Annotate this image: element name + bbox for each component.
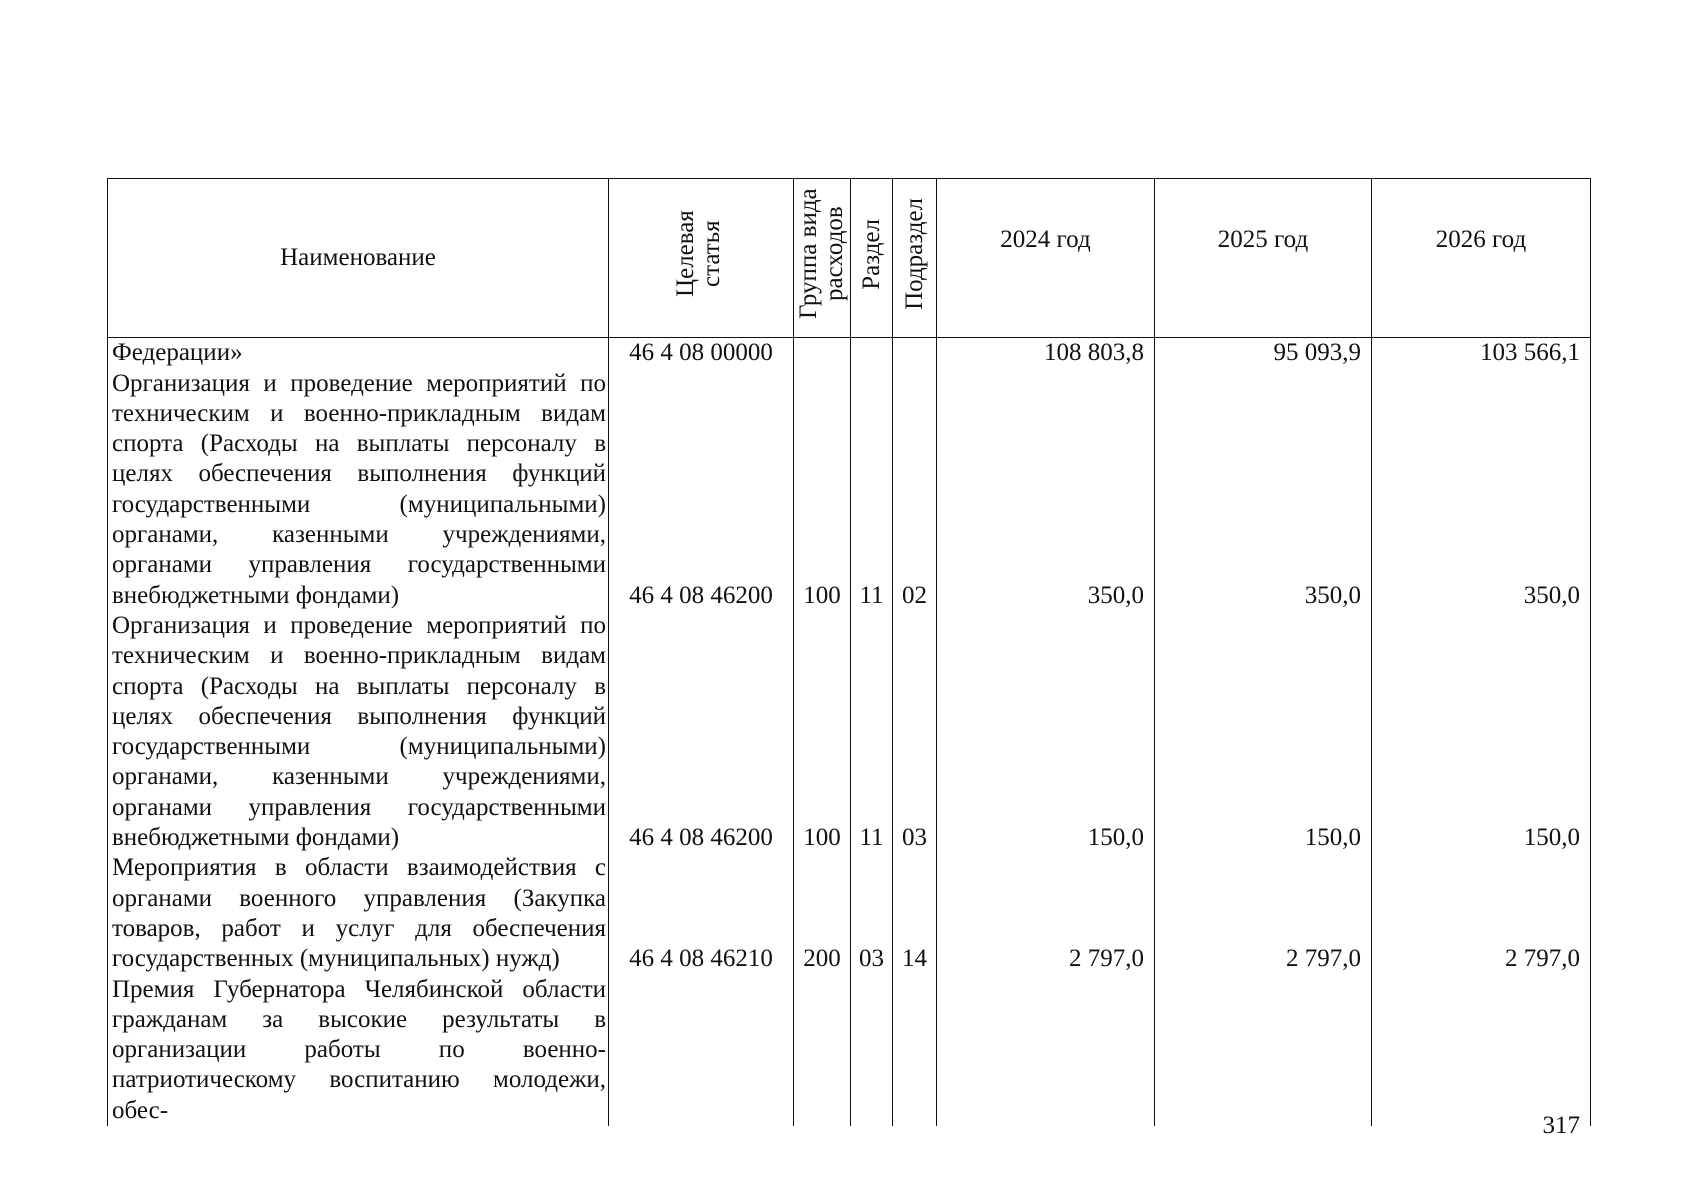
row-name: Организация и проведение мероприятий по техническим и военно-прикладным видам спорта (Расходы на выплаты персоналу в целях обеспечения выполнения функций государственными (муниципальными) органами, казенными учреждениями, органами управления государственными внебюджетными фондами) bbox=[108, 611, 609, 853]
row-2025: 150,0 bbox=[1155, 611, 1372, 853]
row-section bbox=[851, 975, 893, 1126]
row-section: 03 bbox=[851, 853, 893, 974]
header-2026: 2026 год bbox=[1372, 179, 1591, 338]
row-subsection: 02 bbox=[893, 369, 937, 611]
header-name: Наименование bbox=[108, 179, 609, 338]
row-name: Премия Губернатора Челябинской области гражданам за высокие результаты в организации работы по военно-патриотическому воспитанию молодежи, обес- bbox=[108, 975, 609, 1126]
row-2025: 2 797,0 bbox=[1155, 853, 1372, 974]
row-2025: 350,0 bbox=[1155, 369, 1372, 611]
row-target-article: 46 4 08 46200 bbox=[609, 369, 794, 611]
row-expense-group: 100 bbox=[794, 369, 851, 611]
row-section: 11 bbox=[851, 611, 893, 853]
row-section bbox=[851, 338, 893, 369]
row-2026: 2 797,0 bbox=[1372, 853, 1591, 974]
header-2024: 2024 год bbox=[937, 179, 1155, 338]
page-number: 317 bbox=[1542, 1112, 1580, 1139]
row-subsection bbox=[893, 338, 937, 369]
header-subsection: Подраздел bbox=[893, 179, 937, 338]
row-subsection bbox=[893, 975, 937, 1126]
row-expense-group bbox=[794, 338, 851, 369]
row-2026: 150,0 bbox=[1372, 611, 1591, 853]
table-row bbox=[108, 853, 1591, 974]
row-section: 11 bbox=[851, 369, 893, 611]
row-2024: 2 797,0 bbox=[937, 853, 1155, 974]
row-2025: 95 093,9 bbox=[1155, 338, 1372, 369]
table-row bbox=[108, 338, 1591, 369]
header-target-article: Целевая статья bbox=[609, 179, 794, 338]
row-2024: 150,0 bbox=[937, 611, 1155, 853]
row-expense-group: 200 bbox=[794, 853, 851, 974]
row-target-article bbox=[609, 975, 794, 1126]
row-2024 bbox=[937, 975, 1155, 1126]
table-row bbox=[108, 369, 1591, 611]
row-2026: 350,0 bbox=[1372, 369, 1591, 611]
row-subsection: 14 bbox=[893, 853, 937, 974]
header-row bbox=[108, 179, 1591, 338]
row-subsection: 03 bbox=[893, 611, 937, 853]
budget-table bbox=[107, 178, 1591, 1126]
row-2026 bbox=[1372, 975, 1591, 1126]
row-target-article: 46 4 08 46210 bbox=[609, 853, 794, 974]
header-expense-group: Группа вида расходов bbox=[794, 179, 851, 338]
row-2024: 350,0 bbox=[937, 369, 1155, 611]
row-name: Мероприятия в области взаимодействия с органами военного управления (Закупка товаров, работ и услуг для обеспечения государственных (муниципальных) нужд) bbox=[108, 853, 609, 974]
row-name: Федерации» bbox=[108, 338, 609, 369]
row-2026: 103 566,1 bbox=[1372, 338, 1591, 369]
table-row bbox=[108, 611, 1591, 853]
header-2025: 2025 год bbox=[1155, 179, 1372, 338]
row-name: Организация и проведение мероприятий по техническим и военно-прикладным видам спорта (Расходы на выплаты персоналу в целях обеспечения выполнения функций государственными (муниципальными) органами, казенными учреждениями, органами управления государственными внебюджетными фондами) bbox=[108, 369, 609, 611]
row-target-article: 46 4 08 46200 bbox=[609, 611, 794, 853]
row-2024: 108 803,8 bbox=[937, 338, 1155, 369]
table-row bbox=[108, 975, 1591, 1126]
header-section: Раздел bbox=[851, 179, 893, 338]
row-target-article: 46 4 08 00000 bbox=[609, 338, 794, 369]
row-expense-group bbox=[794, 975, 851, 1126]
row-expense-group: 100 bbox=[794, 611, 851, 853]
row-2025 bbox=[1155, 975, 1372, 1126]
